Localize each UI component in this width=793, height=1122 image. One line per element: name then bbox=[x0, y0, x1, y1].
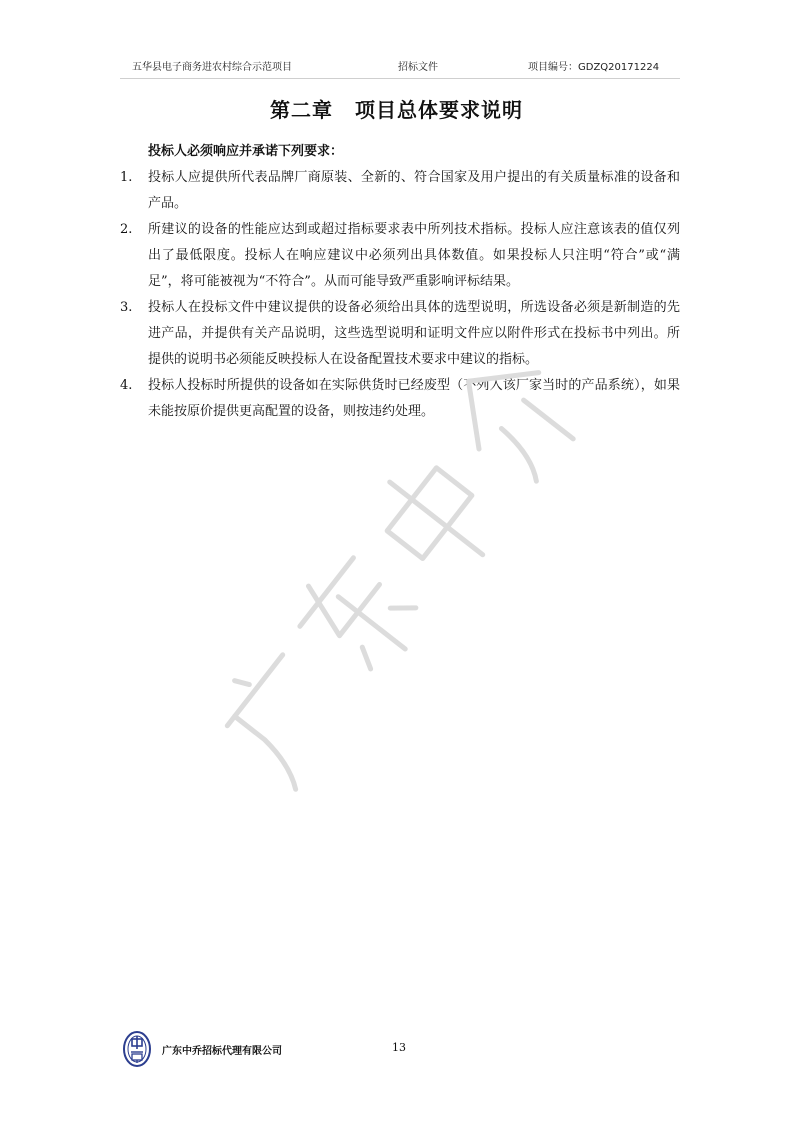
page-footer bbox=[120, 1028, 680, 1072]
header-project-name: 五华县电子商务进农村综合示范项目 bbox=[132, 62, 292, 73]
requirement-text: 投标人投标时所提供的设备如在实际供货时已经废型（不列入该厂家当时的产品系统），如果未能按原价提供更高配置的设备，则按违约处理。 bbox=[148, 378, 680, 419]
chapter-number: 第二章 bbox=[270, 98, 333, 122]
requirement-text: 投标人应提供所代表品牌厂商原装、全新的、符合国家及用户提出的有关质量标准的设备和产品。 bbox=[148, 170, 680, 211]
chapter-title bbox=[0, 94, 793, 123]
page-number: 13 bbox=[392, 1041, 406, 1054]
requirement-number: 4. bbox=[120, 378, 133, 393]
requirement-number: 2. bbox=[120, 222, 133, 237]
page-header bbox=[120, 56, 680, 74]
header-doc-type: 招标文件 bbox=[398, 62, 438, 73]
requirement-item bbox=[118, 217, 680, 295]
footer-company-name: 广东中乔招标代理有限公司 bbox=[162, 1046, 282, 1057]
requirement-text: 投标人在投标文件中建议提供的设备必须给出具体的选型说明，所选设备必须是新制造的先进产品，并提供有关产品说明，这些选型说明和证明文件应以附件形式在投标书中列出。所提供的说明书必须能反映投标人在设备配置技术要求中建议的指标。 bbox=[148, 300, 680, 367]
requirements-intro: 投标人必须响应并承诺下列要求： bbox=[148, 144, 344, 159]
header-project-number: 项目编号：GDZQ20171224 bbox=[528, 62, 660, 73]
requirement-number: 3. bbox=[120, 300, 133, 315]
company-seal-logo bbox=[122, 1030, 152, 1068]
requirement-item bbox=[118, 165, 680, 217]
requirement-item bbox=[118, 373, 680, 425]
requirements-list bbox=[118, 165, 680, 425]
chapter-heading: 项目总体要求说明 bbox=[355, 98, 523, 122]
requirement-number: 1. bbox=[120, 170, 133, 185]
header-divider bbox=[120, 78, 680, 79]
requirement-text: 所建议的设备的性能应达到或超过指标要求表中所列技术指标。投标人应注意该表的值仅列出了最低限度。投标人在响应建议中必须列出具体数值。如果投标人只注明“符合”或“满足”，将可能被视为“不符合”。从而可能导致严重影响评标结果。 bbox=[148, 222, 680, 289]
requirement-item bbox=[118, 295, 680, 373]
